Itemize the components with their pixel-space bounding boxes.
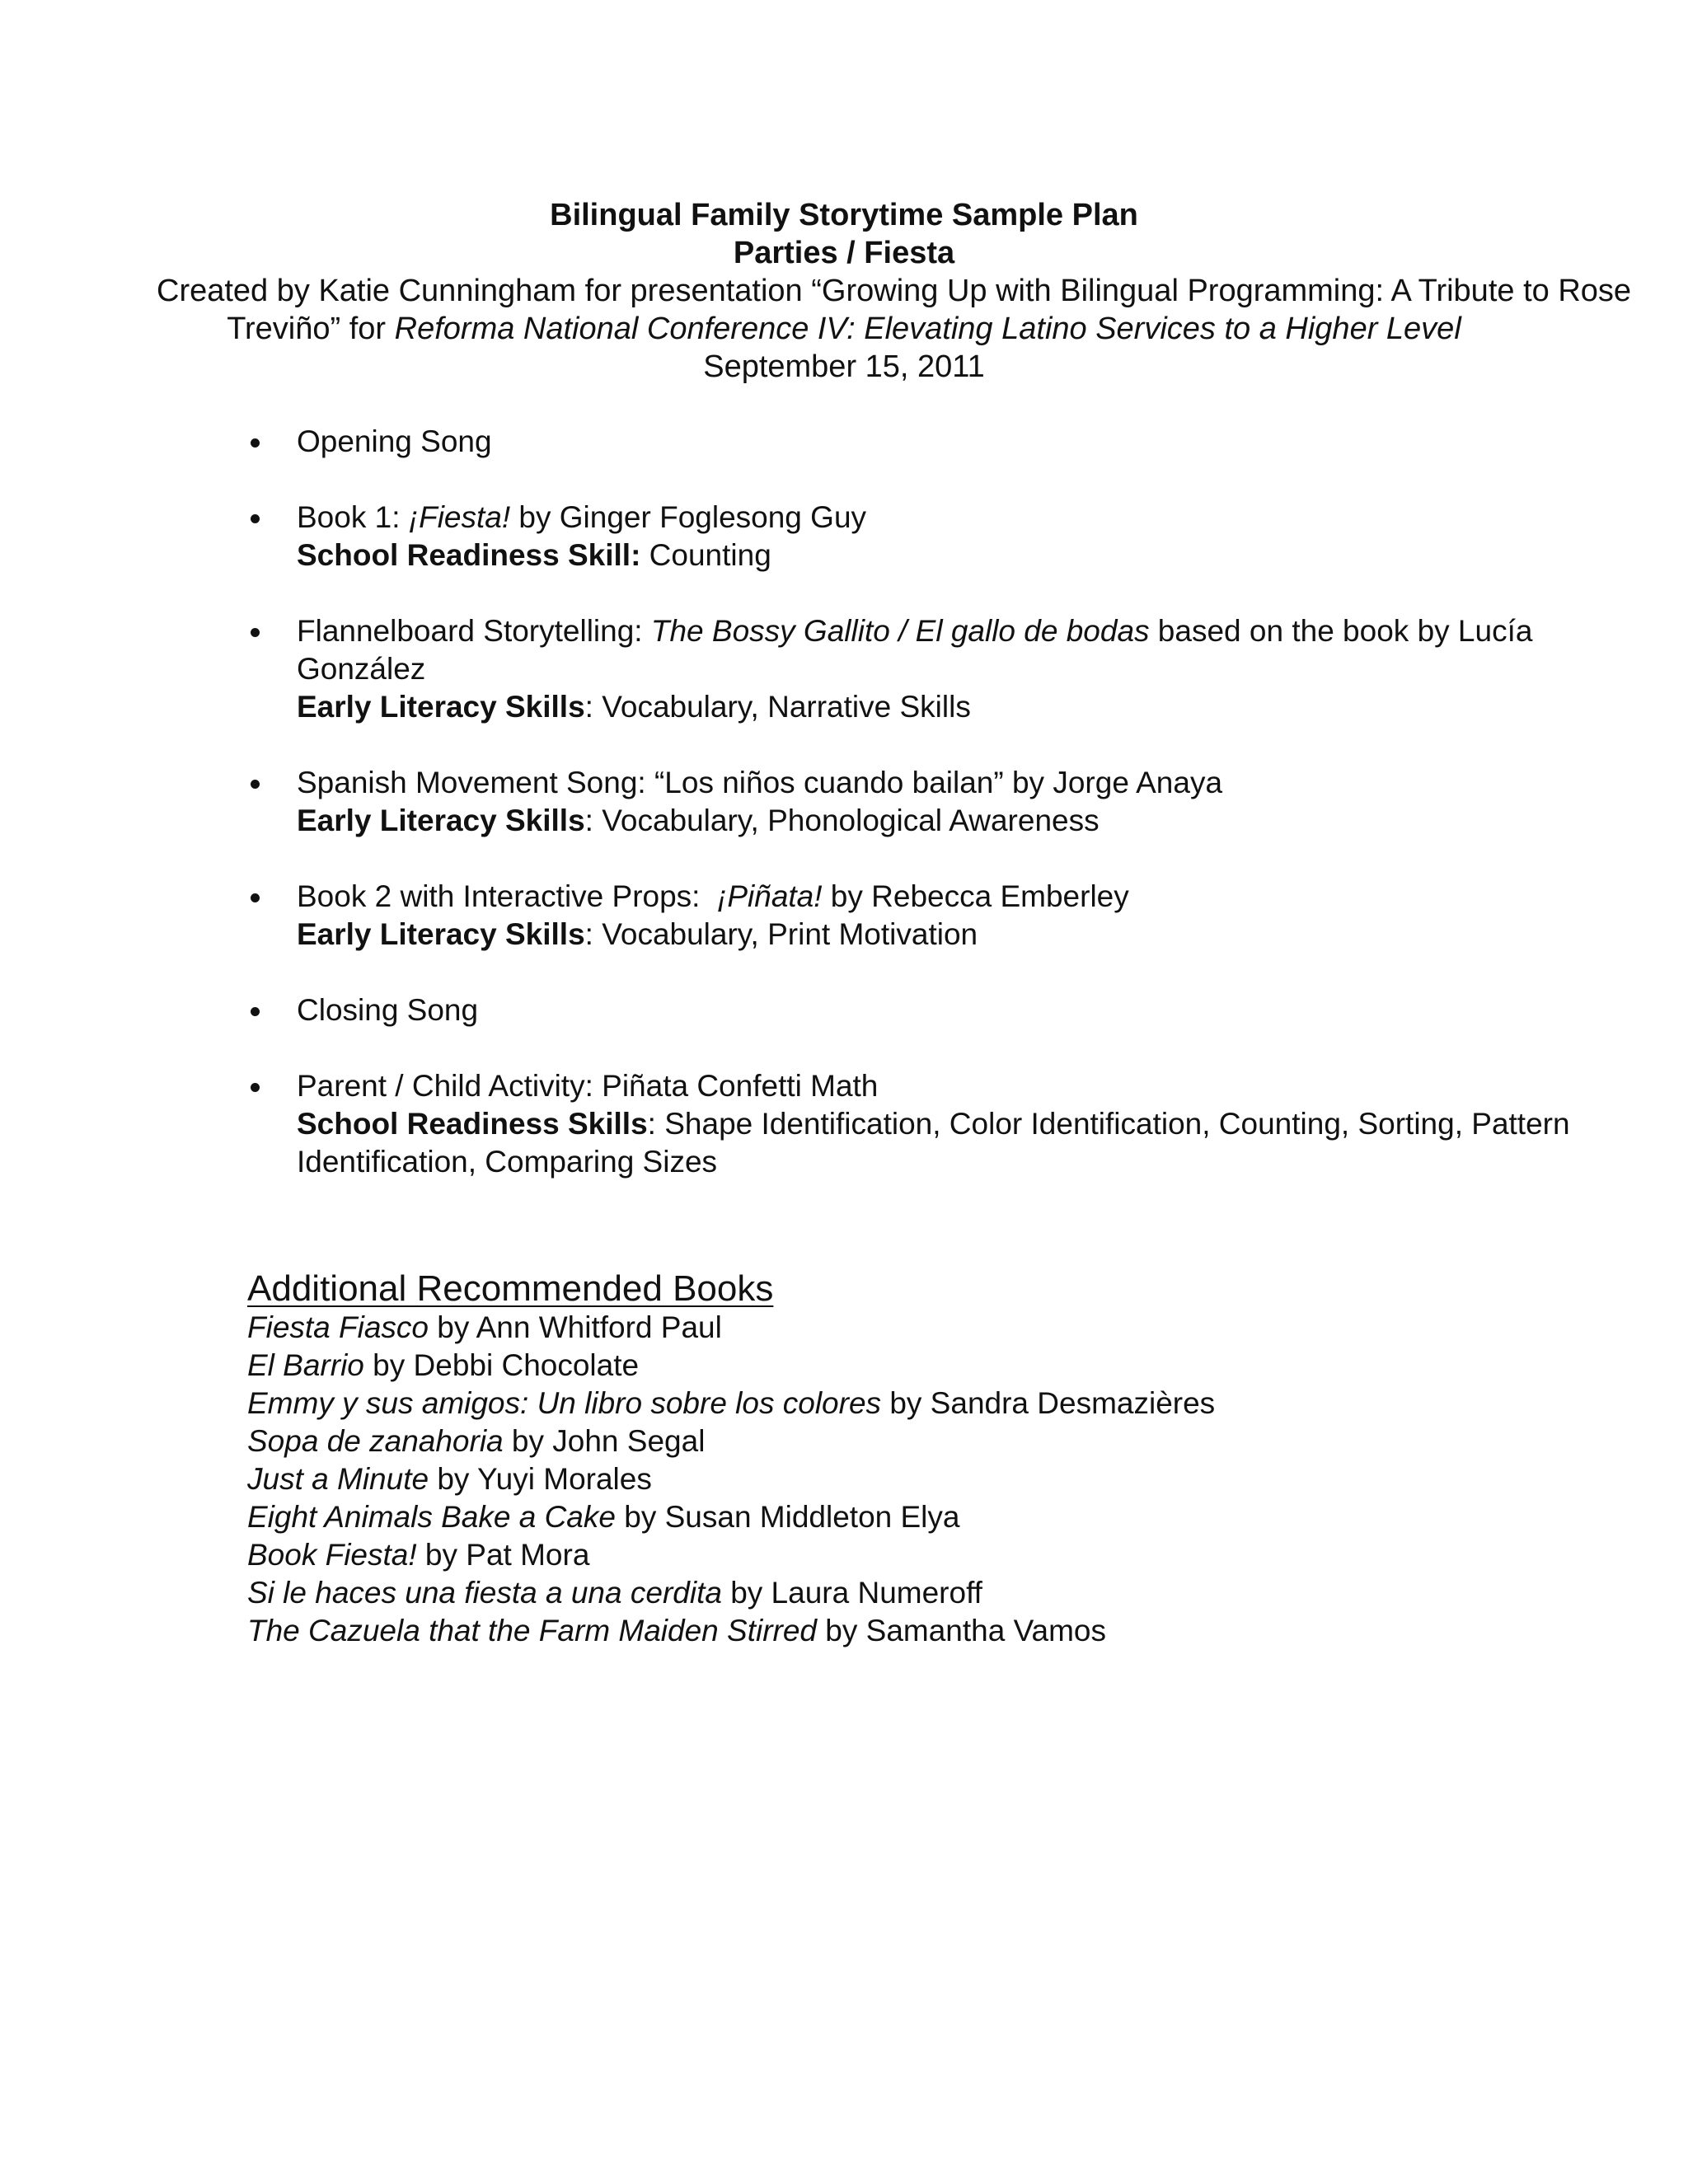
book-author: by John Segal	[503, 1424, 706, 1458]
list-item-book-2	[247, 878, 1484, 954]
item-text-prefix: Book 1:	[297, 500, 409, 534]
item-text: Closing Song	[297, 993, 479, 1027]
book-author: by Susan Middleton Elya	[615, 1500, 960, 1534]
book-title: Book Fiesta!	[247, 1538, 417, 1572]
book-title: Si le haces una fiesta a una cerdita	[247, 1576, 722, 1610]
list-item-opening-song	[247, 423, 1484, 461]
bullet-icon	[251, 780, 260, 789]
book-title: Eight Animals Bake a Cake	[247, 1500, 616, 1534]
book-author: by Laura Numeroff	[721, 1576, 982, 1610]
credit-line-1: Created by Katie Cunningham for presentation “Growing Up with Bilingual Programming: A Tribute to Rose	[157, 274, 1632, 308]
skill-text: : Shape Identification, Color Identification, Counting, Sorting, Pattern	[647, 1107, 1570, 1141]
list-item-book-1	[247, 499, 1484, 574]
book-author: by Yuyi Morales	[429, 1462, 652, 1496]
book-title: Sopa de zanahoria	[247, 1424, 504, 1458]
book-title: Fiesta Fiasco	[247, 1310, 429, 1344]
book-title: Emmy y sus amigos: Un libro sobre los colores	[247, 1386, 882, 1420]
skill-line	[297, 688, 1484, 726]
bullet-icon	[251, 1083, 260, 1092]
bullet-icon	[251, 628, 260, 637]
skill-line	[297, 802, 1484, 840]
book-author: by Pat Mora	[416, 1538, 590, 1572]
skill-text: Counting	[640, 538, 771, 572]
book-author: by Sandra Desmazières	[881, 1386, 1216, 1420]
skill-label: School Readiness Skill:	[297, 538, 641, 572]
item-text-suffix: based on the book by Lucía	[1149, 614, 1533, 648]
list-item-parent-child-activity	[247, 1067, 1570, 1181]
skill-label: Early Literacy Skills	[297, 917, 585, 951]
skill-line	[297, 1105, 1570, 1143]
item-text: Opening Song	[297, 424, 492, 458]
list-item-movement-song	[247, 764, 1484, 840]
list-item	[247, 1612, 1215, 1650]
document-date: September 15, 2011	[703, 349, 985, 384]
bullet-icon	[251, 893, 260, 902]
list-item	[247, 1422, 1215, 1460]
bullet-icon	[251, 514, 260, 523]
book-author: by Samantha Vamos	[817, 1614, 1106, 1647]
item-text-suffix: by Ginger Foglesong Guy	[510, 500, 867, 534]
item-text	[297, 499, 1484, 537]
list-item	[247, 1498, 1215, 1536]
book-title: ¡Piñata!	[717, 879, 823, 913]
recommended-books-list	[247, 1309, 1215, 1650]
list-item	[247, 1309, 1215, 1347]
document-header	[157, 196, 1632, 386]
item-text: Spanish Movement Song: “Los niños cuando bailan” by Jorge Anaya	[297, 766, 1223, 799]
document-subtitle: Parties / Fiesta	[733, 236, 955, 270]
list-item	[247, 1460, 1215, 1498]
list-item	[247, 1385, 1215, 1422]
list-item	[247, 1347, 1215, 1385]
list-item	[247, 1574, 1215, 1612]
item-text-prefix: Flannelboard Storytelling:	[297, 614, 651, 648]
item-text	[297, 612, 1533, 650]
list-item	[247, 1536, 1215, 1574]
skill-label: Early Literacy Skills	[297, 690, 585, 724]
conference-name: Reforma National Conference IV: Elevating Latino Services to a Higher Level	[394, 312, 1461, 346]
skill-label: Early Literacy Skills	[297, 804, 585, 837]
item-text	[297, 878, 1484, 916]
book-author: by Ann Whitford Paul	[429, 1310, 722, 1344]
recommended-books-section	[247, 1268, 1215, 1650]
credit-line-2	[157, 310, 1531, 348]
skill-line-continued: Identification, Comparing Sizes	[297, 1145, 718, 1179]
book-title: El Barrio	[247, 1348, 364, 1382]
story-title: The Bossy Gallito / El gallo de bodas	[650, 614, 1150, 648]
book-title: ¡Fiesta!	[408, 500, 511, 534]
skill-text: : Vocabulary, Phonological Awareness	[584, 804, 1100, 837]
skill-text: : Vocabulary, Print Motivation	[584, 917, 978, 951]
book-title: Just a Minute	[247, 1462, 429, 1496]
item-text-prefix: Book 2 with Interactive Props:	[297, 879, 718, 913]
book-title: The Cazuela that the Farm Maiden Stirred	[247, 1614, 817, 1647]
recommended-books-heading: Additional Recommended Books	[247, 1268, 774, 1309]
item-text-suffix: by Rebecca Emberley	[822, 879, 1129, 913]
storytime-plan-list	[247, 423, 1570, 1181]
book-author: by Debbi Chocolate	[363, 1348, 640, 1382]
document-title: Bilingual Family Storytime Sample Plan	[550, 198, 1138, 232]
credit-line-2-prefix: Treviño” for	[227, 312, 395, 346]
list-item-flannelboard	[247, 612, 1533, 726]
bullet-icon	[251, 438, 260, 448]
list-item-closing-song	[247, 991, 1484, 1029]
item-text-continued: González	[297, 652, 426, 686]
item-text: Parent / Child Activity: Piñata Confetti Math	[297, 1069, 879, 1103]
skill-label: School Readiness Skills	[297, 1107, 648, 1141]
skill-line	[297, 916, 1484, 954]
skill-line	[297, 537, 1484, 574]
bullet-icon	[251, 1007, 260, 1016]
skill-text: : Vocabulary, Narrative Skills	[584, 690, 971, 724]
